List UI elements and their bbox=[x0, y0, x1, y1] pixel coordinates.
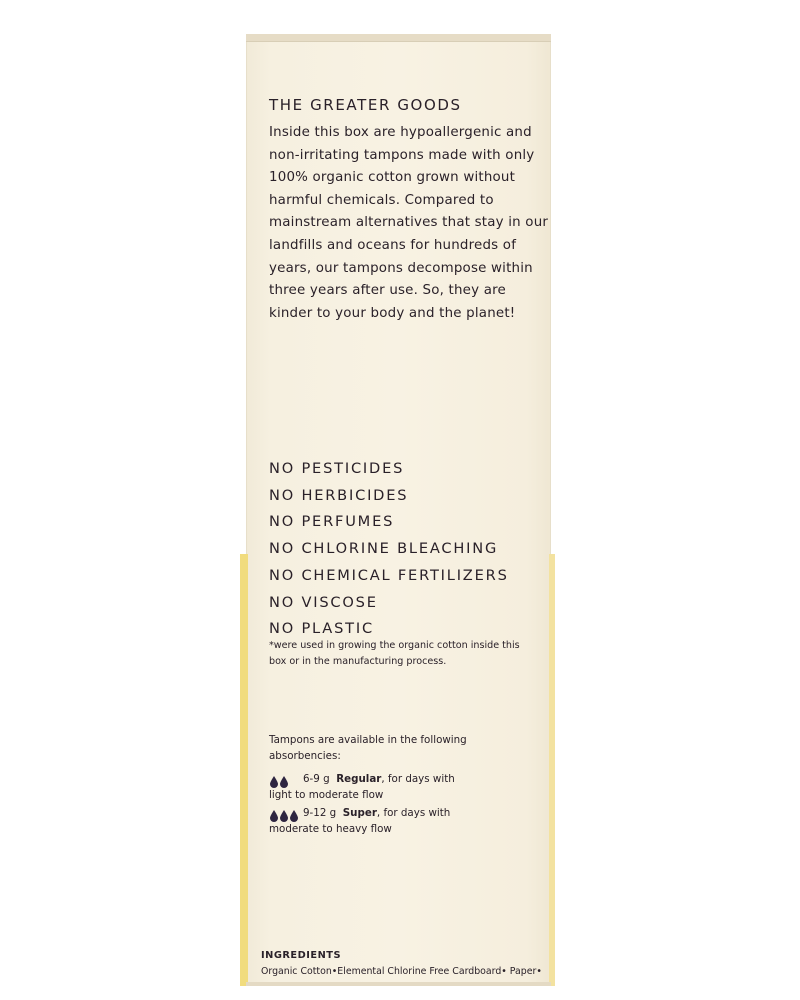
absorbency-super bbox=[269, 806, 539, 837]
claim-item: NO PLASTIC bbox=[269, 620, 374, 638]
absorbency-weight: 6-9 g bbox=[303, 773, 330, 785]
ingredients-list: Organic Cotton•Elemental Chlorine Free Cardboard• Paper• bbox=[261, 966, 542, 977]
yellow-stripe-right bbox=[549, 554, 555, 986]
claim-item: NO PERFUMES bbox=[269, 513, 395, 531]
absorbency-desc: , for days with bbox=[381, 773, 455, 785]
yellow-stripe-left bbox=[240, 554, 248, 986]
absorbency-desc-line2: light to moderate flow bbox=[269, 788, 384, 801]
box-top-edge bbox=[246, 34, 551, 42]
absorbency-regular bbox=[269, 772, 539, 803]
claim-item: NO PESTICIDES bbox=[269, 460, 405, 477]
claim-item: NO HERBICIDES bbox=[269, 486, 409, 504]
absorbency-desc: , for days with bbox=[376, 807, 451, 819]
claims-footnote: *were used in growing the organic cotton inside this box or in the manufacturing process. bbox=[269, 640, 520, 667]
absorbency-name: Super bbox=[342, 807, 377, 819]
brand-heading: THE GREATER GOODS bbox=[269, 96, 462, 114]
intro-paragraph: Inside this box are hypoallergenic and non-irritating tampons made with only 100% organic cotton grown without harmful chemicals. Compared to mainstream alternatives that stay in our landfills and oceans for hundreds of years, our tampons decompose within three years after use. So, they are kinder to your body and the planet! bbox=[269, 125, 549, 321]
box-bottom-edge bbox=[246, 982, 551, 986]
ingredients-heading: INGREDIENTS bbox=[261, 950, 342, 961]
drops-3-icon bbox=[269, 810, 299, 822]
absorbency-weight: 9-12 g bbox=[303, 807, 337, 819]
claim-item: NO CHLORINE BLEACHING bbox=[269, 540, 499, 558]
drops-2-icon bbox=[269, 776, 291, 788]
product-box-side bbox=[246, 34, 551, 986]
absorbency-desc-line2: moderate to heavy flow bbox=[269, 822, 392, 835]
availability-text: Tampons are available in the following absorbencies: bbox=[269, 734, 467, 762]
absorbency-name: Regular bbox=[336, 773, 382, 785]
claim-item: NO CHEMICAL FERTILIZERS bbox=[269, 566, 509, 584]
claim-item: NO VISCOSE bbox=[269, 593, 378, 611]
claims-list bbox=[269, 456, 509, 643]
